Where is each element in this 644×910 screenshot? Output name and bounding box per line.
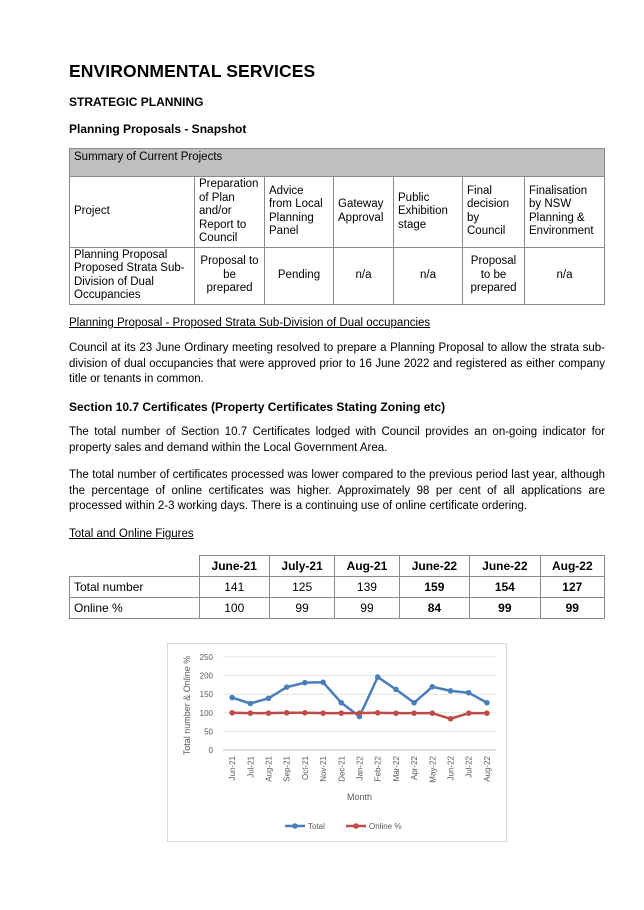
figures-header-cell: June-21 xyxy=(199,556,269,577)
data-point xyxy=(320,710,326,716)
data-point xyxy=(484,700,490,706)
legend-marker xyxy=(292,823,298,829)
x-tick-label: Aug-21 xyxy=(264,756,274,782)
figures-header-cell: Aug-22 xyxy=(540,556,604,577)
header-final-decision: Final decision by Council xyxy=(463,177,525,248)
data-point xyxy=(375,710,381,716)
projects-table xyxy=(69,148,605,305)
data-point xyxy=(393,687,399,693)
data-point xyxy=(411,710,417,716)
data-point xyxy=(248,710,254,716)
figures-value-cell: 84 xyxy=(399,598,469,619)
figures-header-cell: July-21 xyxy=(269,556,334,577)
data-point xyxy=(375,674,381,680)
figures-header-cell: Aug-21 xyxy=(335,556,399,577)
y-tick-label: 100 xyxy=(199,708,213,718)
figures-value-cell: 99 xyxy=(470,598,540,619)
data-point xyxy=(430,710,436,716)
section-107-paragraph-1: The total number of Section 10.7 Certificates lodged with Council provides an on-going indicator for property sales and demand within the Local Government Area. xyxy=(69,426,605,454)
figures-row-label: Online % xyxy=(70,598,200,619)
data-point xyxy=(430,684,436,690)
row-finalisation-cell: n/a xyxy=(525,247,605,304)
planning-proposal-text: Council at its 23 June Ordinary meeting resolved to prepare a Planning Proposal to allow the strata sub-division of dual occupancies that were approved prior to 16 June 2022 and registered as either company title or tenants in common. xyxy=(69,342,605,385)
row-project-cell: Planning Proposal Proposed Strata Sub-Division of Dual Occupancies xyxy=(70,247,195,304)
x-axis-title: Month xyxy=(346,792,373,802)
data-point xyxy=(448,716,454,722)
header-advice: Advice from Local Planning Panel xyxy=(265,177,334,248)
row-advice-cell: Pending xyxy=(265,247,334,304)
x-tick-label: Jan-22 xyxy=(355,756,365,781)
data-point xyxy=(229,695,235,701)
row-preparation-cell: Proposal to be prepared xyxy=(195,247,265,304)
figures-value-cell: 154 xyxy=(470,577,540,598)
legend-marker xyxy=(353,823,359,829)
line-chart-container xyxy=(167,643,507,842)
x-tick-label: Jun-22 xyxy=(446,756,456,781)
planning-proposal-heading: Planning Proposal - Proposed Strata Sub-Division of Dual occupancies xyxy=(69,317,431,329)
x-tick-label: Jun-21 xyxy=(228,756,238,781)
header-preparation: Preparation of Plan and/or Report to Council xyxy=(195,177,265,248)
header-project: Project xyxy=(70,177,195,248)
section-title: Planning Proposals - Snapshot xyxy=(69,122,247,136)
legend-label: Online % xyxy=(369,822,402,831)
data-point xyxy=(466,710,472,716)
row-gateway-cell: n/a xyxy=(334,247,394,304)
data-point xyxy=(393,710,399,716)
figures-value-cell: 127 xyxy=(540,577,604,598)
figures-value-cell: 100 xyxy=(199,598,269,619)
figures-value-cell: 99 xyxy=(335,598,399,619)
x-tick-label: Aug-22 xyxy=(482,756,492,782)
header-gateway: Gateway Approval xyxy=(334,177,394,248)
x-tick-label: Mar-22 xyxy=(391,756,401,782)
y-tick-label: 200 xyxy=(199,671,213,681)
x-tick-label: Oct-21 xyxy=(300,756,310,781)
figures-value-cell: 125 xyxy=(269,577,334,598)
data-point xyxy=(484,710,490,716)
figures-row-label: Total number xyxy=(70,577,200,598)
data-point xyxy=(302,680,308,686)
figures-value-cell: 139 xyxy=(335,577,399,598)
figures-value-cell: 99 xyxy=(540,598,604,619)
x-tick-label: Apr-22 xyxy=(410,756,420,781)
figures-value-cell: 99 xyxy=(269,598,334,619)
data-point xyxy=(411,700,417,706)
row-exhibition-cell: n/a xyxy=(394,247,463,304)
x-tick-label: Jul-22 xyxy=(464,756,474,778)
section-107-paragraph-2: The total number of certificates processed was lower compared to the previous period last year, although the percentage of online certificates was higher. Approximately 98 per cent of all applications are processed within 2-3 working days. There is a continuing use of online certificate ordering. xyxy=(69,469,605,512)
data-point xyxy=(284,710,290,716)
section-107-heading: Section 10.7 Certificates (Property Certificates Stating Zoning etc) xyxy=(69,400,446,414)
figures-table xyxy=(69,555,605,619)
header-exhibition: Public Exhibition stage xyxy=(394,177,463,248)
x-tick-label: Dec-21 xyxy=(337,756,347,782)
x-tick-label: Sep-21 xyxy=(282,756,292,782)
line-chart xyxy=(168,644,506,841)
x-tick-label: Feb-22 xyxy=(373,756,383,782)
data-point xyxy=(466,690,472,696)
data-point xyxy=(284,684,290,690)
data-point xyxy=(302,710,308,716)
data-point xyxy=(229,710,235,716)
figures-heading: Total and Online Figures xyxy=(69,528,194,540)
data-point xyxy=(448,688,454,694)
page-heading: ENVIRONMENTAL SERVICES xyxy=(69,61,316,81)
data-point xyxy=(266,710,272,716)
data-point xyxy=(357,710,363,716)
figures-header-cell: June-22 xyxy=(470,556,540,577)
strategic-planning-heading: STRATEGIC PLANNING xyxy=(69,95,204,109)
legend-label: Total xyxy=(308,822,325,831)
x-tick-label: Jul-21 xyxy=(246,756,256,778)
figures-corner-cell xyxy=(70,556,200,577)
data-point xyxy=(248,701,254,707)
y-axis-title: Total number & Online % xyxy=(182,655,192,756)
y-tick-label: 150 xyxy=(199,690,213,700)
data-point xyxy=(266,695,272,701)
data-point xyxy=(339,710,345,716)
y-tick-label: 0 xyxy=(208,746,213,755)
header-finalisation: Finalisation by NSW Planning & Environment xyxy=(525,177,605,248)
figures-value-cell: 141 xyxy=(199,577,269,598)
x-tick-label: May-22 xyxy=(428,756,438,783)
y-tick-label: 250 xyxy=(199,653,213,662)
row-final-decision-cell: Proposal to be prepared xyxy=(463,247,525,304)
figures-value-cell: 159 xyxy=(399,577,469,598)
figures-header-cell: June-22 xyxy=(399,556,469,577)
x-tick-label: Nov-21 xyxy=(319,756,329,782)
data-point xyxy=(320,679,326,685)
y-tick-label: 50 xyxy=(204,727,213,737)
data-point xyxy=(339,700,345,706)
projects-summary-cell: Summary of Current Projects xyxy=(70,149,605,177)
